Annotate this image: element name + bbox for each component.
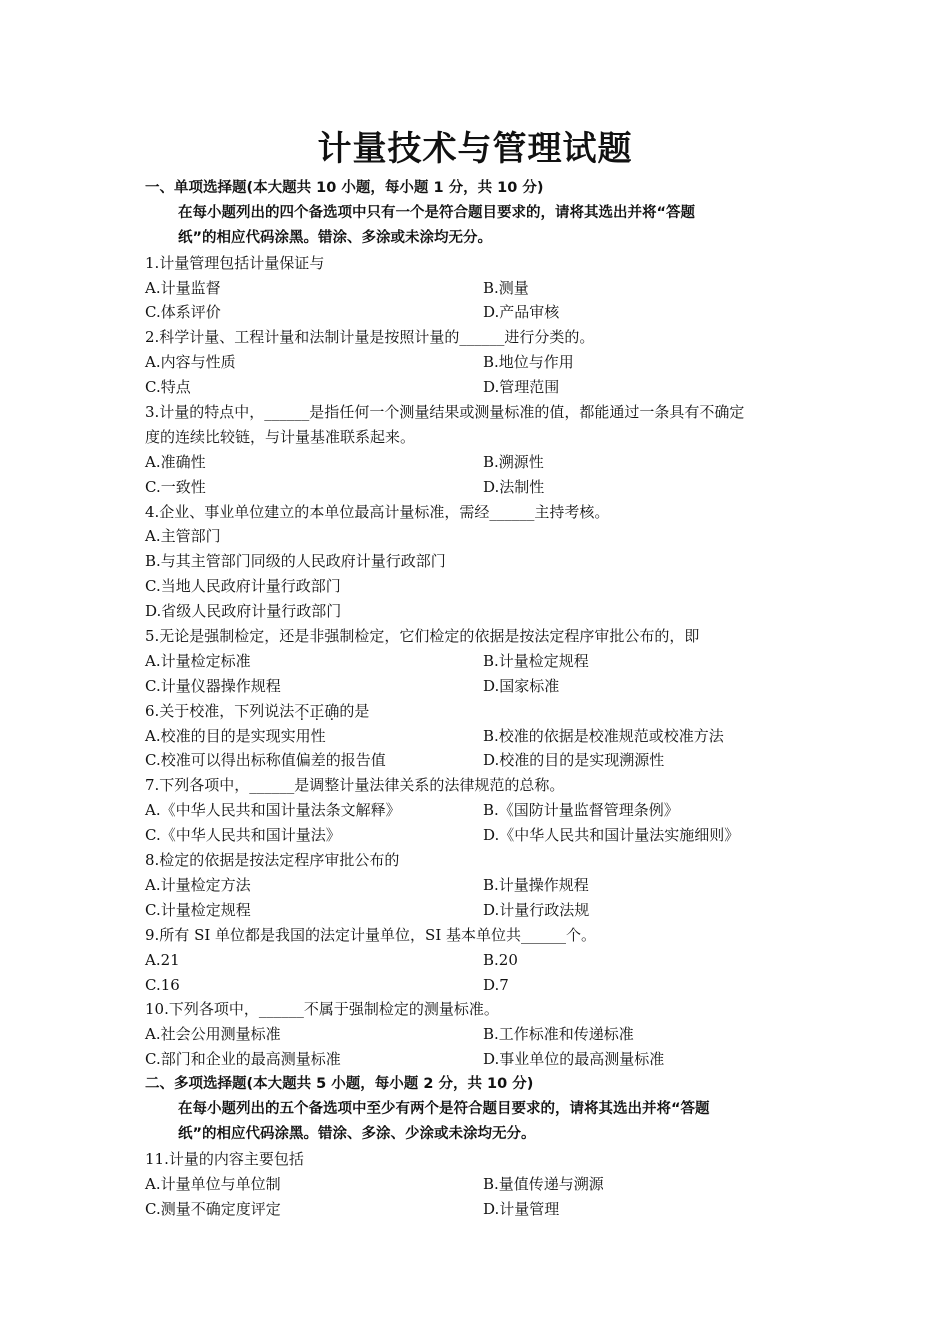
option-c: C.测量不确定度评定 (145, 1199, 281, 1218)
option-d: D.7 (483, 975, 509, 994)
question-2-options-row (145, 350, 810, 375)
question-9-options-row (145, 948, 810, 973)
section-heading-multiple-choice: 二、多项选择题(本大题共 5 小题，每小题 2 分，共 10 分) (145, 1076, 534, 1093)
option-b: B.工作标准和传递标准 (483, 1025, 634, 1044)
question-1-stem: 1.计量管理包括计量保证与 (145, 253, 325, 272)
question-5-options-row (145, 649, 810, 674)
option-b: B.校准的依据是校准规范或校准方法 (483, 726, 724, 745)
section-heading-single-choice: 一、单项选择题(本大题共 10 小题，每小题 1 分，共 10 分) (145, 180, 544, 196)
question-3-options-row (145, 475, 810, 500)
option-a: A.21 (145, 950, 180, 969)
option-a: A.《中华人民共和国计量法条文解释》 (145, 801, 401, 820)
option-d: D.事业单位的最高测量标准 (483, 1050, 665, 1069)
emphasis-char: 正 (309, 701, 325, 720)
question-10-options-row (145, 1022, 810, 1047)
question-6-options-row (145, 724, 810, 749)
option-a: A.计量检定标准 (145, 651, 251, 670)
option-d: D.产品审核 (483, 303, 560, 322)
question-5-stem: 5.无论是强制检定，还是非强制检定，它们检定的依据是按法定程序审批公布的，即 (145, 627, 700, 646)
question-9-stem: 9.所有 SI 单位都是我国的法定计量单位，SI 基本单位共______个。 (145, 925, 597, 944)
section-instruction: 纸”的相应代码涂黑。错涂、多涂或未涂均无分。 (178, 229, 493, 246)
option-b: B.20 (483, 950, 518, 969)
option-a: A.社会公用测量标准 (145, 1025, 281, 1044)
section-instruction: 纸”的相应代码涂黑。错涂、多涂、少涂或未涂均无分。 (178, 1125, 536, 1142)
option-c: C.计量仪器操作规程 (145, 676, 281, 695)
option-b: B.与其主管部门同级的人民政府计量行政部门 (145, 552, 446, 571)
question-7-options-row (145, 798, 810, 823)
question-3-stem: 3.计量的特点中，______是指任何一个测量结果或测量标准的值，都能通过一条具有不确定 (145, 403, 745, 422)
question-6-options-row (145, 748, 810, 773)
option-d: D.计量行政法规 (483, 900, 590, 919)
question-6-stem-prefix: 6.关于校准，下列说法 (145, 701, 295, 720)
option-b: B.计量检定规程 (483, 651, 589, 670)
option-a: A.内容与性质 (145, 353, 236, 372)
option-a: A.计量监督 (145, 278, 221, 297)
question-11-options-row (145, 1197, 810, 1222)
option-a: A.计量检定方法 (145, 875, 251, 894)
option-b: B.测量 (483, 278, 529, 297)
section-instruction: 在每小题列出的五个备选项中至少有两个是符合题目要求的，请将其选出并将“答题 (178, 1100, 710, 1117)
option-c: C.《中华人民共和国计量法》 (145, 826, 341, 845)
question-1-options-row (145, 276, 810, 301)
question-7-options-row (145, 823, 810, 848)
question-2-stem: 2.科学计量、工程计量和法制计量是按照计量的______进行分类的。 (145, 328, 595, 347)
page-title: 计量技术与管理试题 (317, 129, 633, 169)
option-d: D.校准的目的是实现溯源性 (483, 751, 665, 770)
emphasis-char: 不 (294, 701, 310, 720)
question-2-options-row (145, 375, 810, 400)
question-3-options-row (145, 450, 810, 475)
option-c: C.特点 (145, 378, 191, 397)
option-b: B.溯源性 (483, 452, 544, 471)
option-b: B.《国防计量监督管理条例》 (483, 801, 679, 820)
question-6-stem (145, 699, 810, 724)
option-c: C.当地人民政府计量行政部门 (145, 577, 341, 596)
option-a: A.主管部门 (145, 527, 221, 546)
question-4-stem: 4.企业、事业单位建立的本单位最高计量标准，需经______主持考核。 (145, 502, 610, 521)
option-b: B.计量操作规程 (483, 875, 589, 894)
question-3-stem-continued: 度的连续比较链，与计量基准联系起来。 (145, 427, 416, 446)
option-d: D.《中华人民共和国计量法实施细则》 (483, 826, 740, 845)
question-6-stem-suffix: 的是 (339, 701, 370, 720)
option-a: A.计量单位与单位制 (145, 1174, 281, 1193)
option-a: A.校准的目的是实现实用性 (145, 726, 326, 745)
question-10-options-row (145, 1047, 810, 1072)
question-9-options-row (145, 973, 810, 998)
question-11-stem: 11.计量的内容主要包括 (145, 1149, 304, 1168)
question-5-options-row (145, 674, 810, 699)
question-11-options-row (145, 1172, 810, 1197)
option-d: D.计量管理 (483, 1199, 560, 1218)
option-c: C.校准可以得出标称值偏差的报告值 (145, 751, 386, 770)
question-1-options-row (145, 300, 810, 325)
option-c: C.16 (145, 975, 180, 994)
option-d: D.国家标准 (483, 676, 560, 695)
option-d: D.管理范围 (483, 378, 560, 397)
option-b: B.量值传递与溯源 (483, 1174, 604, 1193)
option-b: B.地位与作用 (483, 353, 574, 372)
question-8-options-row (145, 873, 810, 898)
question-7-stem: 7.下列各项中，______是调整计量法律关系的法律规范的总称。 (145, 776, 565, 795)
option-c: C.计量检定规程 (145, 900, 251, 919)
question-8-stem: 8.检定的依据是按法定程序审批公布的 (145, 851, 400, 870)
section-instruction: 在每小题列出的四个备选项中只有一个是符合题目要求的，请将其选出并将“答题 (178, 204, 696, 221)
question-8-options-row (145, 898, 810, 923)
option-c: C.部门和企业的最高测量标准 (145, 1050, 341, 1069)
option-c: C.一致性 (145, 477, 206, 496)
option-a: A.准确性 (145, 452, 206, 471)
option-c: C.体系评价 (145, 303, 221, 322)
exam-content (145, 176, 810, 1221)
question-10-stem: 10.下列各项中，______不属于强制检定的测量标准。 (145, 1000, 499, 1019)
option-d: D.省级人民政府计量行政部门 (145, 602, 342, 621)
emphasis-char: 确 (324, 701, 340, 720)
option-d: D.法制性 (483, 477, 545, 496)
